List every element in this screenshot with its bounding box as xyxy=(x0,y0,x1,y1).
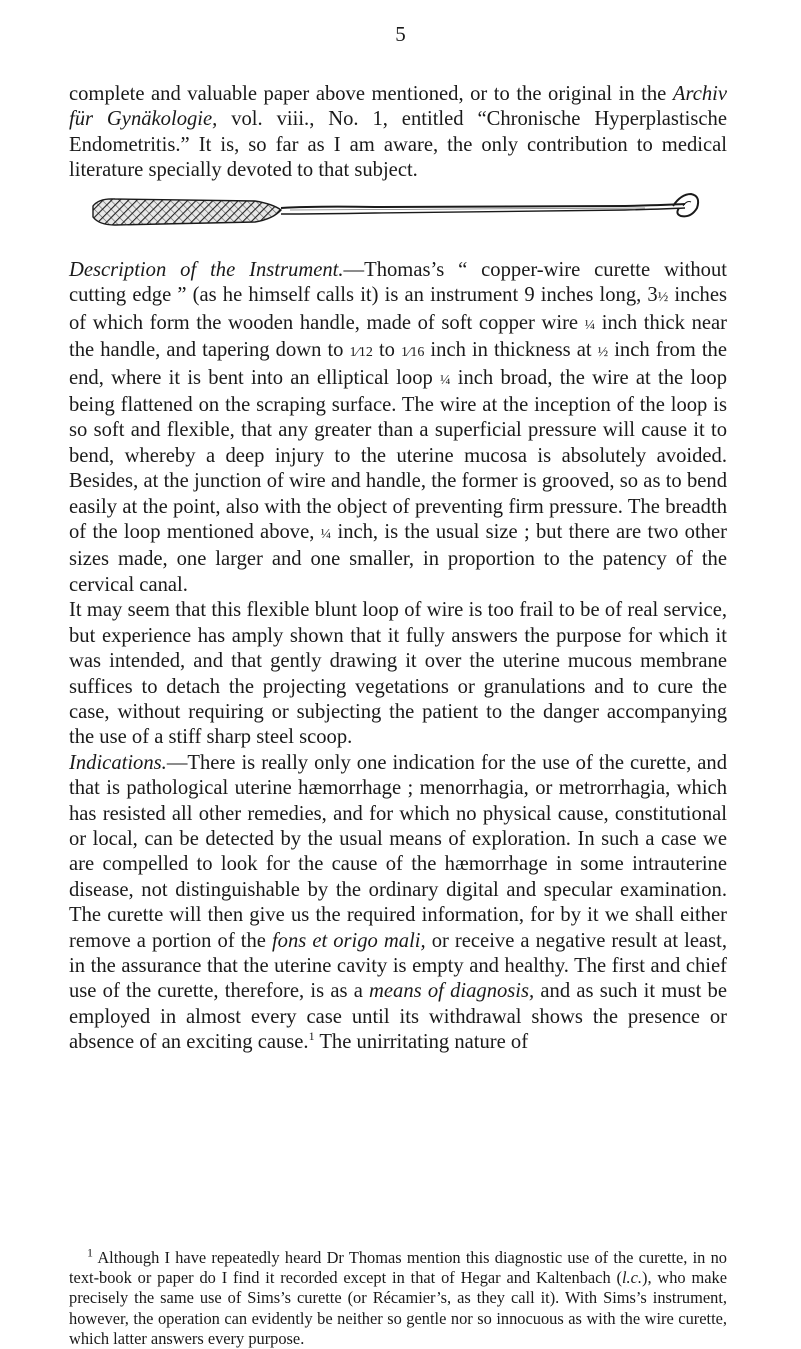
description-text: —Thomas’s “ copper-wire curette without cutting edge ” (as he himself calls it) is an instrument 9 inches long, 3 xyxy=(69,259,727,307)
indications-heading: Indications. xyxy=(69,751,167,774)
description-paragraph xyxy=(69,258,727,1056)
footnote-reference: 1 xyxy=(308,1029,315,1044)
description-text: to xyxy=(372,339,402,362)
intro-text-2: vol. viii., No. 1, entitled “Chronische Hyperplastische Endometritis.” It is, so far as I am aware, the only contribution to medical literature specially devoted to that subject. xyxy=(69,108,727,182)
latin-phrase: fons et origo mali, xyxy=(271,929,426,952)
page-number: 5 xyxy=(395,22,406,46)
fraction: ½ xyxy=(597,345,609,361)
indications-text: The unirritating nature of xyxy=(314,1031,529,1054)
description-text: inch from the end, where it is bent into an elliptical loop xyxy=(69,339,727,389)
description-text: inch broad, the wire at the loop being flattened on the scraping surface. The wire at the inception of the loop is so soft and flexible, that any greater than a superficial pressure will cause it to bend, whereby a deep injury to the uterine mucosa is absolutely avoided. Besides, at the junction of wire and handle, the former is grooved, so as to bend easily at the point, also with the object of preventing firm pressure. The breadth of the loop mentioned above, xyxy=(69,366,728,544)
footnote-text: ), who make precisely the same use of Sims’s curette (or Récamier’s, as they call it). With Sims’s instrument, however, the operation can evidently be neither so gentle nor so innocuous as with the wire curette, which latter answers every purpose. xyxy=(69,1268,727,1348)
indications-text: —There is really only one indication for the use of the curette, and that is pathological uterine hæmorrhage ; menorrhagia, or metrorrhagia, which has resisted all other remedies, and for which no physical cause, constitutional or local, can be detected by the usual means of exploration. In such a case we are compelled to look for the cause of the hæmorrhage in some intrauterine disease, not distinguishable by the ordinary digital and specular examination. The curette will then give us the required information, for by it we shall either remove a portion of the xyxy=(69,751,727,952)
footnote-citation: l.c. xyxy=(621,1268,642,1288)
curette-handle xyxy=(93,199,281,225)
description-text: inches of which form the wooden handle, made of soft copper wire xyxy=(69,284,727,334)
description-text: inch thick near the handle, and tapering down to xyxy=(69,311,728,362)
flexible-paragraph xyxy=(69,598,727,750)
curette-wire xyxy=(281,204,685,214)
footnote-mark: 1 xyxy=(87,1245,93,1260)
emphasis-phrase: means of diagnosis, xyxy=(369,980,535,1003)
indications-text: or receive a negative result at least, in the assurance that the uterine cavity is empty and healthy. The first and chief use of the curette, therefore, is as a xyxy=(69,929,728,1003)
intro-text-1: complete and valuable paper above mentioned, or to the original in the xyxy=(69,83,673,105)
description-heading: Description of the Instrument. xyxy=(69,259,344,281)
fraction: ¼ xyxy=(440,372,451,388)
fraction: 1⁄16 xyxy=(401,345,425,361)
description-text: inch in thickness at xyxy=(424,339,598,362)
journal-title: Archiv für Gynäkologie, xyxy=(69,83,727,131)
footnote-text: Although I have repeatedly heard Dr Thomas mention this diagnostic use of the curette, in no text-book or paper do I find it recorded except in that of Hegar and Kaltenbach ( xyxy=(69,1248,727,1288)
fraction: 1⁄12 xyxy=(349,345,373,361)
fraction: ¼ xyxy=(584,317,596,333)
indications-text: and as such it must be employed in almost every case until its withdrawal shows the presence or absence of an exciting cause. xyxy=(69,980,727,1054)
fraction: ¼ xyxy=(320,527,332,543)
footnote xyxy=(69,1245,727,1349)
indications-paragraph xyxy=(69,751,727,1056)
flexible-text: It may seem that this flexible blunt loop of wire is too frail to be of real service, but experience has amply shown that it fully answers the purpose for which it was intended, and that gently drawing it over the uterine mucous membrane suffices to detach the projecting vegetations or granulations and to cure the case, without requiring or subjecting the patient to the danger accompanying the use of a stiff sharp steel scoop. xyxy=(69,599,727,749)
curette-illustration xyxy=(85,192,703,238)
fraction: ½ xyxy=(657,290,669,306)
intro-paragraph xyxy=(69,82,727,184)
description-text: inch, is the usual size ; but there are two other sizes made, one larger and one smaller, in proportion to the patency of the cervical canal. xyxy=(69,521,727,596)
